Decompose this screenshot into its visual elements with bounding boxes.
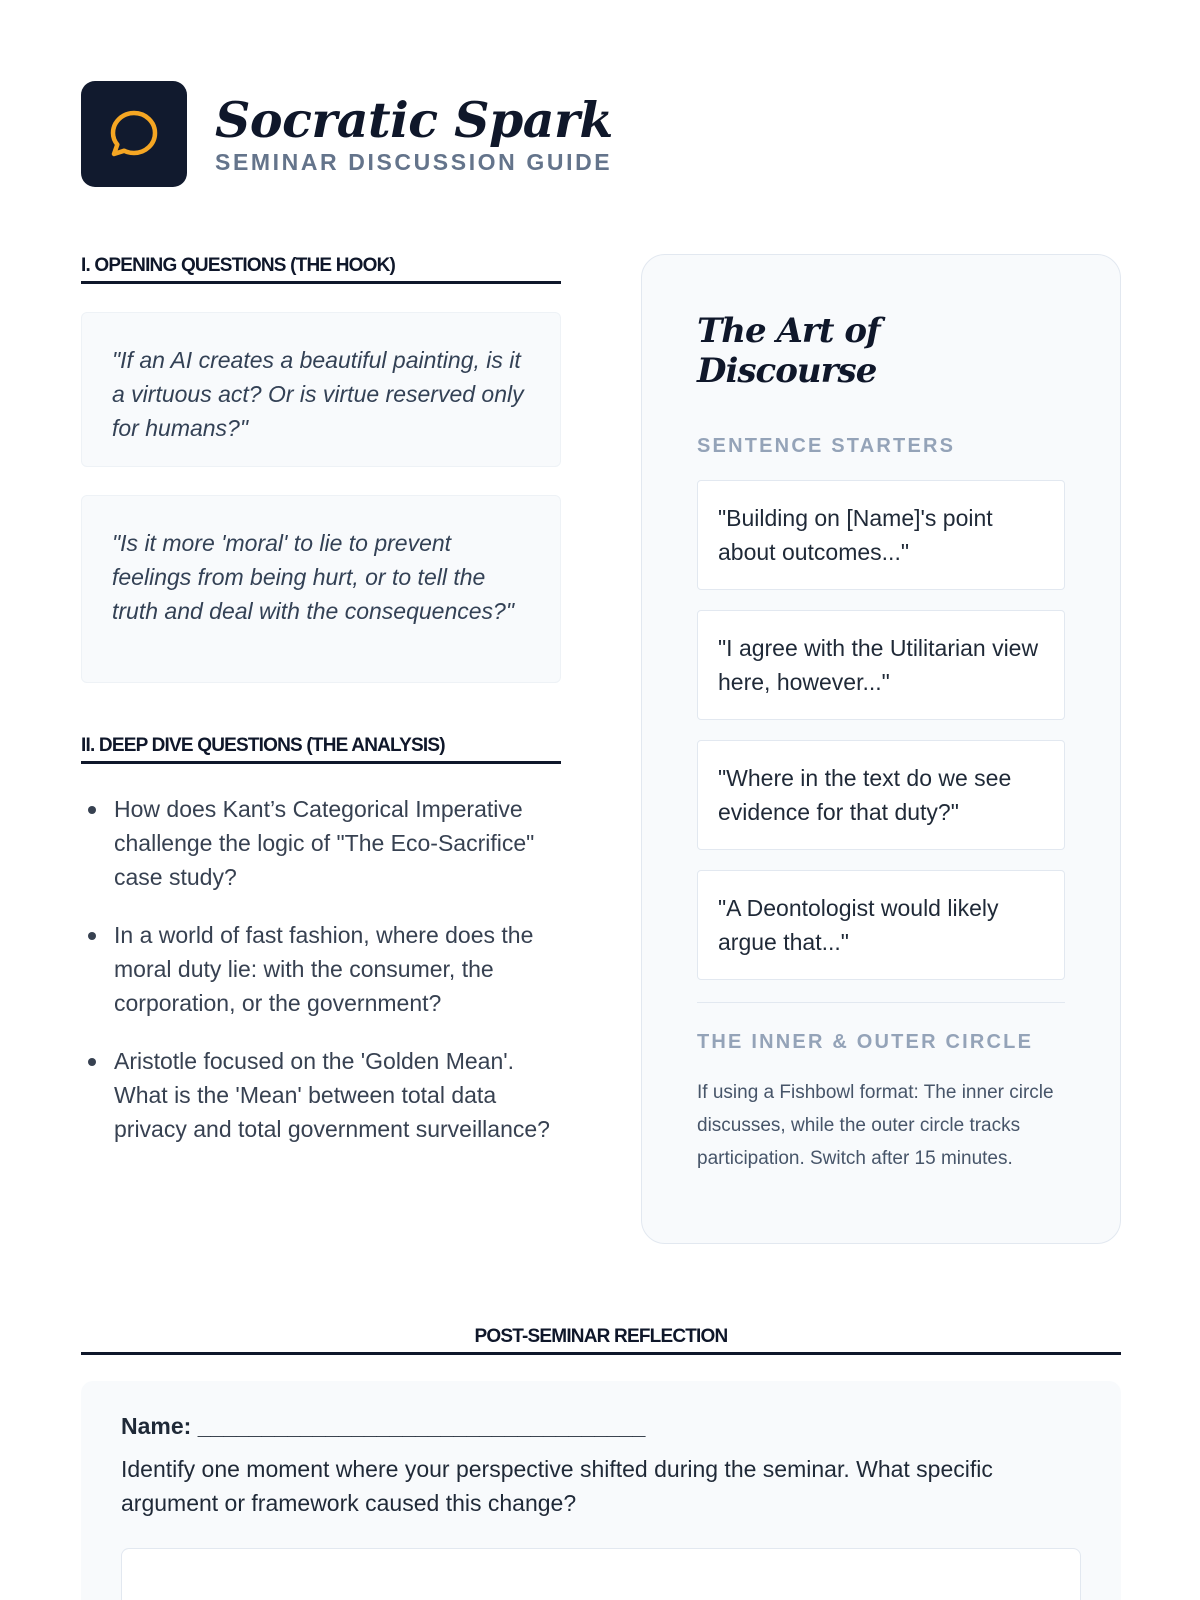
reflection-prompt: Identify one moment where your perspective shifted during the seminar. What specific argument or framework caused this change? xyxy=(121,1456,993,1516)
opening-question-card: "Is it more 'moral' to lie to prevent feelings from being hurt, or to tell the truth and deal with the consequences?" xyxy=(81,495,561,683)
speech-bubble-icon xyxy=(108,108,160,160)
discourse-title: The Art of Discourse xyxy=(697,311,880,391)
opening-questions-heading: I. OPENING QUESTIONS (THE HOOK) xyxy=(81,255,561,284)
page-header xyxy=(81,81,613,187)
name-field-label: Name: ___________________________________ xyxy=(121,1413,646,1439)
inner-outer-circle-text: If using a Fishbowl format: The inner circle discusses, while the outer circle tracks participation. Switch after 15 minutes. xyxy=(697,1082,1054,1169)
sentence-starter: "A Deontologist would likely argue that..." xyxy=(697,870,1065,980)
discourse-card xyxy=(641,254,1121,1244)
app-subtitle: SEMINAR DISCUSSION GUIDE xyxy=(215,148,613,175)
sentence-starter: "I agree with the Utilitarian view here, however..." xyxy=(697,610,1065,720)
deep-dive-heading: II. DEEP DIVE QUESTIONS (THE ANALYSIS) xyxy=(81,735,561,764)
deep-dive-list xyxy=(81,792,561,1146)
opening-question-card: "If an AI creates a beautiful painting, is it a virtuous act? Or is virtue reserved only for humans?" xyxy=(81,312,561,467)
list-item: Aristotle focused on the 'Golden Mean'. What is the 'Mean' between total data privacy and total government surveillance? xyxy=(81,1044,561,1146)
app-title: Socratic Spark xyxy=(215,90,613,149)
reflection-heading: POST-SEMINAR REFLECTION xyxy=(81,1326,1121,1355)
questions-column xyxy=(81,255,561,1170)
divider xyxy=(697,1002,1065,1003)
sentence-starters-label: SENTENCE STARTERS xyxy=(697,435,956,457)
sentence-starter: "Building on [Name]'s point about outcomes..." xyxy=(697,480,1065,590)
list-item: How does Kant’s Categorical Imperative challenge the logic of "The Eco-Sacrifice" case study? xyxy=(81,792,561,894)
inner-outer-circle-label: THE INNER & OUTER CIRCLE xyxy=(697,1031,1034,1053)
logo xyxy=(81,81,187,187)
sentence-starter: "Where in the text do we see evidence for that duty?" xyxy=(697,740,1065,850)
list-item: In a world of fast fashion, where does the moral duty lie: with the consumer, the corporation, or the government? xyxy=(81,918,561,1020)
reflection-answer-box[interactable] xyxy=(121,1548,1081,1600)
sentence-starters-list xyxy=(697,480,1065,980)
reflection-panel xyxy=(81,1381,1121,1600)
